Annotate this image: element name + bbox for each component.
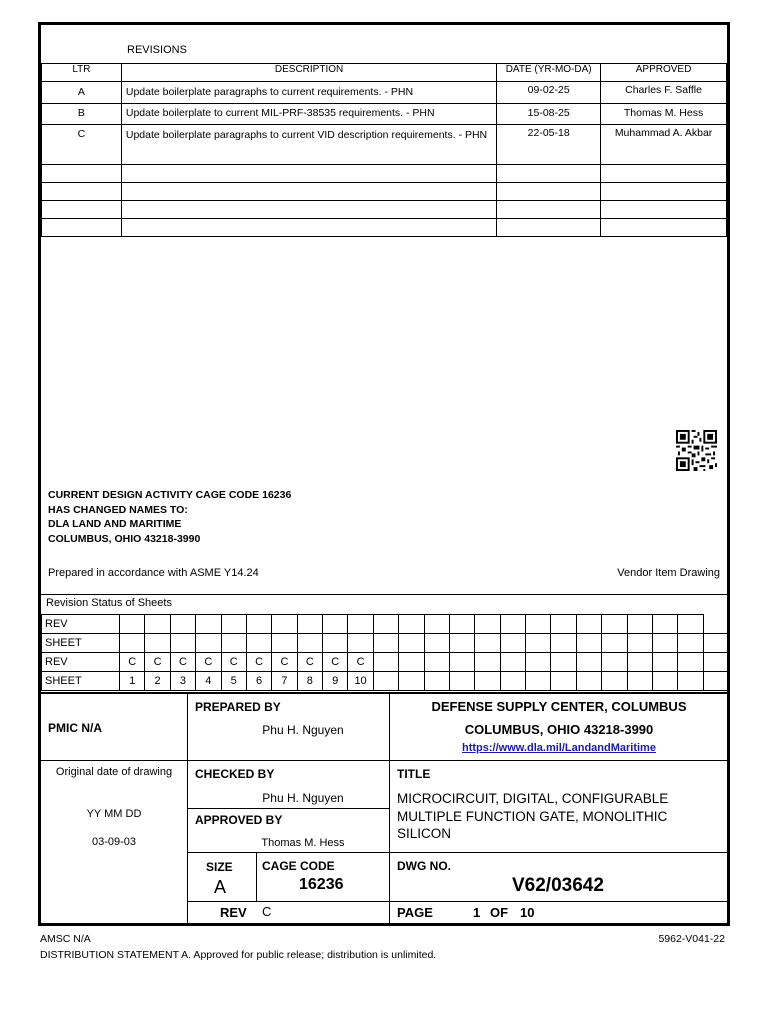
amsc-label: AMSC N/A: [40, 933, 91, 945]
sheet-rev: C: [196, 653, 221, 672]
title-line: MULTIPLE FUNCTION GATE, MONOLITHIC: [397, 808, 668, 824]
sheet-label: SHEET: [42, 672, 120, 691]
sheet-rev: C: [246, 653, 271, 672]
revision-row: [42, 125, 727, 165]
revision-date: 09-02-25: [497, 82, 601, 104]
cage-notice-line: DLA LAND AND MARITIME: [48, 518, 182, 530]
size-value: A: [214, 877, 227, 897]
divider: [187, 852, 729, 853]
sheet-number: 10: [348, 672, 373, 691]
checked-by-label: CHECKED BY: [195, 767, 275, 781]
divider: [41, 692, 729, 694]
cage-code-value: 16236: [299, 876, 344, 893]
approved-header: APPROVED: [601, 64, 727, 82]
cage-change-notice: [48, 488, 291, 546]
sheet-number: 9: [323, 672, 348, 691]
of-label: OF: [490, 905, 509, 920]
rev-label: REV: [220, 905, 247, 920]
revision-approver: Charles F. Saffle: [601, 82, 727, 104]
sheet-rev: C: [221, 653, 246, 672]
form-number: 5962-V041-22: [658, 933, 725, 945]
page-count: 10: [520, 905, 535, 920]
prepared-by-name: Phu H. Nguyen: [262, 723, 344, 737]
sheet-number: 3: [170, 672, 195, 691]
revision-description: Update boilerplate paragraphs to current VID description requirements. - PHN: [121, 125, 496, 165]
revision-status-table: [41, 614, 729, 691]
sheet-rev: C: [348, 653, 373, 672]
status-rev-row-upper: [42, 615, 729, 634]
sheet-rev: C: [297, 653, 322, 672]
sheet-number: 2: [145, 672, 170, 691]
revision-row-empty: [42, 219, 727, 237]
prepared-by-label: PREPARED BY: [195, 700, 281, 714]
status-rev-row: [42, 653, 729, 672]
date-header: DATE (YR-MO-DA): [497, 64, 601, 82]
rev-label: REV: [42, 615, 120, 634]
title-label: TITLE: [397, 767, 431, 781]
revision-row-empty: [42, 201, 727, 219]
title-line: MICROCIRCUIT, DIGITAL, CONFIGURABLE: [397, 791, 669, 806]
sheet-rev: C: [323, 653, 348, 672]
dwg-no-value: V62/03642: [512, 875, 604, 896]
sheet-number: 7: [272, 672, 297, 691]
sheet-rev: C: [170, 653, 195, 672]
prepared-note: Prepared in accordance with ASME Y14.24: [48, 567, 259, 579]
revision-description: Update boilerplate paragraphs to current requirements. - PHN: [121, 82, 496, 104]
revision-row: [42, 104, 727, 125]
rev-label: REV: [42, 653, 120, 672]
sheet-label: SHEET: [42, 634, 120, 653]
cage-notice-line: CURRENT DESIGN ACTIVITY CAGE CODE 16236: [48, 489, 292, 501]
rev-value: C: [262, 904, 272, 919]
sheet-number: 6: [246, 672, 271, 691]
distribution-statement: DISTRIBUTION STATEMENT A. Approved for public release; distribution is unlimited.: [40, 949, 437, 961]
page-label: PAGE: [397, 905, 433, 920]
revision-row-empty: [42, 165, 727, 183]
divider: [41, 760, 729, 761]
approved-by-label: APPROVED BY: [195, 813, 283, 827]
revision-approver: Muhammad A. Akbar: [601, 125, 727, 165]
description-header: DESCRIPTION: [121, 64, 496, 82]
original-date-label: Original date of drawing: [55, 766, 173, 778]
dwg-no-label: DWG NO.: [397, 859, 451, 873]
sheet-rev: C: [145, 653, 170, 672]
revisions-table: [41, 63, 727, 237]
revision-status-title: Revision Status of Sheets: [46, 597, 172, 609]
revisions-title: REVISIONS: [127, 44, 187, 56]
size-label: SIZE: [206, 860, 233, 874]
revision-ltr: C: [42, 125, 122, 165]
divider: [256, 852, 257, 902]
original-date-value: 03-09-03: [91, 836, 137, 848]
status-sheet-row: [42, 672, 729, 691]
revision-ltr: A: [42, 82, 122, 104]
revision-description: Update boilerplate to current MIL-PRF-38535 requirements. - PHN: [121, 104, 496, 125]
revision-ltr: B: [42, 104, 122, 125]
pmic-label: PMIC N/A: [48, 721, 102, 735]
status-sheet-row-upper: [42, 634, 729, 653]
agency-link[interactable]: https://www.dla.mil/LandandMaritime: [462, 742, 656, 754]
divider: [187, 808, 389, 809]
drawing-title: [397, 790, 668, 843]
revision-approver: Thomas M. Hess: [601, 104, 727, 125]
title-line: SILICON: [397, 826, 452, 841]
cage-notice-line: HAS CHANGED NAMES TO:: [48, 503, 188, 516]
sheet-rev: C: [272, 653, 297, 672]
date-format-label: YY MM DD: [86, 808, 142, 820]
cage-code-label: CAGE CODE: [262, 859, 335, 873]
revision-date: 15-08-25: [497, 104, 601, 125]
approved-by-name: Thomas M. Hess: [261, 837, 345, 849]
revision-row-empty: [42, 183, 727, 201]
revision-row: [42, 82, 727, 104]
ltr-header: LTR: [42, 64, 122, 82]
page-number: 1: [473, 905, 481, 920]
revision-date: 22-05-18: [497, 125, 601, 165]
revisions-header-row: [42, 64, 727, 82]
sheet-number: 4: [196, 672, 221, 691]
agency-name: DEFENSE SUPPLY CENTER, COLUMBUS: [431, 699, 687, 714]
divider: [41, 594, 729, 595]
sheet-rev: C: [120, 653, 145, 672]
sheet-number: 5: [221, 672, 246, 691]
sheet-number: 8: [297, 672, 322, 691]
checked-by-name: Phu H. Nguyen: [262, 791, 344, 805]
divider: [187, 901, 729, 902]
sheet-number: 1: [120, 672, 145, 691]
cage-notice-line: COLUMBUS, OHIO 43218-3990: [48, 532, 201, 545]
agency-address: COLUMBUS, OHIO 43218-3990: [464, 722, 654, 737]
qr-code-icon: [676, 430, 717, 471]
vendor-note: Vendor Item Drawing: [617, 567, 720, 579]
